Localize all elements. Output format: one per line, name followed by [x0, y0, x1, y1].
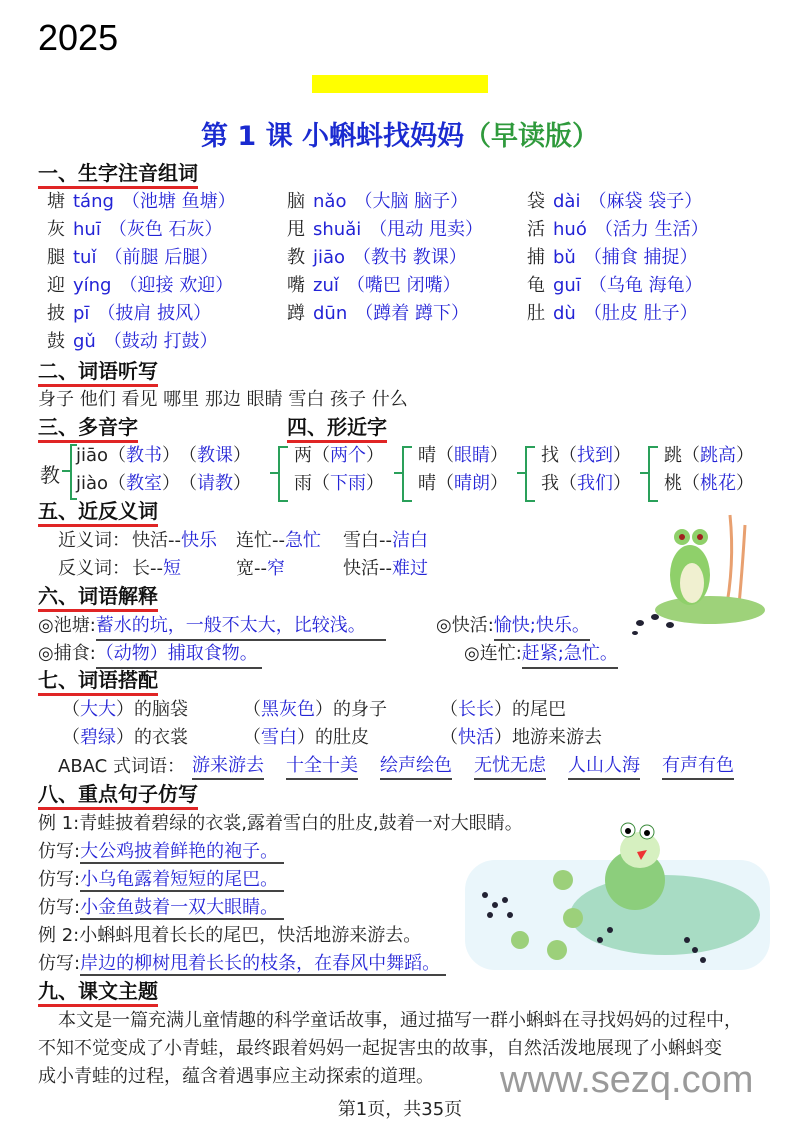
reading-word: 教书	[126, 445, 163, 466]
paren-open: （	[108, 445, 127, 466]
pinyin: yíng	[73, 275, 112, 296]
paren-close: ）	[613, 473, 631, 494]
definition	[38, 641, 262, 669]
paren-close: ）	[116, 727, 134, 748]
paren-open: （	[436, 473, 454, 494]
character-entry	[47, 301, 211, 327]
character: 肚	[527, 303, 545, 324]
pinyin: zuǐ	[313, 275, 339, 296]
definition-term: ◎池塘:	[38, 615, 96, 636]
imitation-sentence: 岸边的柳树甩着长长的枝条，在春风中舞蹈。	[80, 953, 446, 976]
section-heading-3: 三、多音字	[38, 415, 138, 443]
theme-line-1: 本文是一篇充满儿童情趣的科学童话故事，通过描写一群小蝌蚪在寻找妈妈的过程中，	[58, 1010, 742, 1031]
similar-char: 桃	[664, 473, 682, 494]
collocation-word: 长长	[458, 699, 494, 720]
similar-char: 晴	[418, 445, 436, 466]
collocation-word: 雪白	[261, 727, 297, 748]
reading-pinyin: jiāo	[76, 445, 109, 466]
collocation-text: 的肚皮	[315, 727, 369, 748]
collocation-text: 的脑袋	[134, 699, 188, 720]
reading-pinyin: jiào	[76, 473, 109, 494]
similar-word: 我们	[577, 473, 613, 494]
paren-open: （	[243, 699, 261, 720]
definition	[38, 613, 386, 641]
definition-term: ◎快活:	[436, 615, 494, 636]
character-entry	[47, 329, 218, 355]
word: 连忙--	[236, 530, 285, 551]
character-entry	[527, 273, 703, 299]
highlight-bar	[312, 75, 488, 93]
reading-word: 教课	[197, 445, 234, 466]
word-group: （嘴巴 闭嘴）	[346, 275, 461, 296]
paren-open: （	[312, 445, 330, 466]
paren-open: （	[559, 445, 577, 466]
answer-word: 窄	[267, 558, 285, 579]
character-entry	[287, 273, 461, 299]
sentence-line	[38, 812, 523, 836]
word-group: （教书 教课）	[353, 247, 467, 268]
similar-word: 找到	[577, 445, 613, 466]
paren-open: （	[62, 727, 80, 748]
abac-word: 十全十美	[286, 754, 358, 780]
collocation	[440, 725, 602, 751]
character-entry	[527, 217, 709, 243]
paren-close: ）	[736, 445, 754, 466]
example-sentence: 小蝌蚪甩着长长的尾巴，快活地游来游去。	[79, 925, 422, 946]
word-group: （蹲着 蹲下）	[355, 303, 469, 324]
frog-illustration-small	[620, 505, 770, 635]
similar-char: 雨	[294, 473, 312, 494]
word: 宽--	[236, 558, 267, 579]
similar-entry	[541, 443, 631, 469]
bracket	[648, 446, 658, 502]
polyphone-reading	[76, 471, 251, 497]
word-pair	[132, 528, 217, 554]
character-entry	[47, 273, 233, 299]
sentence-lead: 仿写:	[38, 841, 81, 862]
similar-word: 眼睛	[454, 445, 490, 466]
section-heading-1: 一、生字注音组词	[38, 161, 198, 189]
paren-open: （	[440, 699, 458, 720]
pinyin: dù	[553, 303, 576, 324]
imitation-sentence: 大公鸡披着鲜艳的袍子。	[80, 841, 284, 864]
similar-char: 晴	[418, 473, 436, 494]
section-heading-8: 八、重点句子仿写	[38, 782, 198, 810]
word-group: （鼓动 打鼓）	[103, 331, 218, 352]
word-pair	[236, 528, 321, 554]
word: 快活--	[343, 558, 392, 579]
character: 披	[47, 303, 65, 324]
collocation-text: 地游来游去	[512, 727, 602, 748]
paren-close: ）	[315, 699, 333, 720]
collocation-text: 的身子	[333, 699, 387, 720]
pinyin: táng	[73, 191, 114, 212]
character: 嘴	[287, 275, 305, 296]
pinyin: dài	[553, 191, 581, 212]
pinyin: huī	[73, 219, 101, 240]
character: 捕	[527, 247, 545, 268]
similar-char: 找	[541, 445, 559, 466]
paren-close: ）	[613, 445, 631, 466]
word-group: （灰色 石灰）	[108, 219, 223, 240]
paren-close: ）	[162, 473, 181, 494]
answer-word: 难过	[392, 558, 428, 579]
similar-entry	[418, 471, 508, 497]
character-entry	[47, 217, 223, 243]
paren-open: （	[312, 473, 330, 494]
collocation-text: 的尾巴	[512, 699, 566, 720]
collocation-word: 碧绿	[80, 727, 116, 748]
abac-word: 游来游去	[192, 754, 264, 780]
collocation-word: 快活	[458, 727, 494, 748]
collocation	[62, 697, 188, 723]
character: 活	[527, 219, 545, 240]
imitation-sentence: 小乌龟露着短短的尾巴。	[80, 869, 284, 892]
similar-entry	[664, 443, 754, 469]
abac-label: ABAC 式词语：	[58, 756, 185, 777]
similar-word: 下雨	[330, 473, 366, 494]
paren-open: （	[436, 445, 454, 466]
character: 蹲	[287, 303, 305, 324]
character-entry	[287, 217, 483, 243]
paren-close: ）	[162, 445, 181, 466]
word-pair	[132, 556, 181, 582]
paren-close: ）	[297, 727, 315, 748]
word-pair	[236, 556, 285, 582]
character: 龟	[527, 275, 545, 296]
imitation-sentence: 小金鱼鼓着一双大眼睛。	[80, 897, 284, 920]
section-heading-2: 二、词语听写	[38, 359, 158, 387]
character: 脑	[287, 191, 305, 212]
similar-entry	[541, 471, 631, 497]
collocation	[62, 725, 188, 751]
year-label: 2025	[38, 17, 119, 58]
pinyin: shuǎi	[313, 219, 362, 240]
paren-close: ）	[233, 445, 252, 466]
sentence-lead: 例 1:	[38, 813, 80, 834]
answer-word: 短	[163, 558, 181, 579]
collocation-word: 大大	[80, 699, 116, 720]
antonyms-label: 反义词：	[58, 558, 130, 579]
abac-word: 无忧无虑	[474, 754, 546, 780]
pinyin: pī	[73, 303, 90, 324]
sentence-line	[38, 896, 284, 920]
paren-close: ）	[366, 473, 384, 494]
sentence-lead: 仿写:	[38, 869, 81, 890]
definition-text: （动物）捕取食物。	[96, 641, 262, 669]
word-group: （前腿 后腿）	[104, 247, 219, 268]
sentence-line	[38, 868, 284, 892]
definition	[436, 613, 590, 641]
bracket	[278, 446, 288, 502]
pinyin: dūn	[313, 303, 348, 324]
character-entry	[527, 301, 698, 327]
word: 快活--	[132, 530, 181, 551]
sentence-lead: 仿写:	[38, 953, 81, 974]
word-group: （捕食 捕捉）	[583, 247, 698, 268]
synonyms-label: 近义词：	[58, 530, 130, 551]
abac-word: 绘声绘色	[380, 754, 452, 780]
character: 迎	[47, 275, 65, 296]
pinyin: gǔ	[73, 331, 96, 352]
sentence-line	[38, 952, 446, 976]
theme-line-2: 不知不觉变成了小青蛙，最终跟着妈妈一起捉害虫的故事，自然活泼地展现了小蝌蚪变	[38, 1038, 722, 1059]
similar-word: 跳高	[700, 445, 736, 466]
title-edition: （早读版）	[464, 121, 599, 152]
abac-word: 有声有色	[662, 754, 734, 780]
similar-entry	[664, 471, 754, 497]
theme-line-3: 成小青蛙的过程，蕴含着遇事应主动探索的道理。	[38, 1066, 434, 1087]
definition-text: 蓄水的坑，一般不太大，比较浅。	[96, 613, 386, 641]
character: 腿	[47, 247, 65, 268]
similar-char: 我	[541, 473, 559, 494]
page-title	[0, 120, 800, 154]
definition-text: 赶紧;急忙。	[522, 641, 618, 669]
abac-word: 人山人海	[568, 754, 640, 780]
paren-open: （	[440, 727, 458, 748]
watermark: www.sezq.com	[500, 1059, 754, 1101]
paren-open: （	[682, 445, 700, 466]
pinyin: nǎo	[313, 191, 347, 212]
definition-text: 愉快;快乐。	[494, 613, 590, 641]
similar-entry	[418, 443, 508, 469]
character-entry	[287, 189, 468, 215]
answer-word: 洁白	[392, 530, 428, 551]
definition-term: ◎连忙:	[464, 643, 522, 664]
pinyin: jiāo	[313, 247, 346, 268]
paren-close: ）	[490, 473, 508, 494]
word-group: （迎接 欢迎）	[119, 275, 234, 296]
paren-close: ）	[736, 473, 754, 494]
paren-close: ）	[116, 699, 134, 720]
polyphone-reading	[76, 443, 251, 469]
definition-term: ◎捕食:	[38, 643, 96, 664]
word-pair	[343, 556, 428, 582]
character-entry	[527, 245, 698, 271]
paren-open: （	[559, 473, 577, 494]
definition	[464, 641, 618, 669]
word-group: （甩动 甩卖）	[369, 219, 483, 240]
frog-lilypad-illustration	[465, 820, 770, 980]
title-main: 第 1 课 小蝌蚪找妈妈	[201, 121, 464, 152]
similar-entry	[294, 471, 384, 497]
paren-close: ）	[366, 445, 384, 466]
paren-close: ）	[494, 727, 512, 748]
character-entry	[47, 189, 236, 215]
word-group: （活力 生活）	[594, 219, 709, 240]
character-entry	[287, 301, 469, 327]
paren-open: （	[108, 473, 127, 494]
dictation-words: 身子 他们 看见 哪里 那边 眼睛 雪白 孩子 什么	[38, 389, 408, 410]
character: 甩	[287, 219, 305, 240]
page-footer: 第1页，共35页	[337, 1099, 463, 1120]
section-heading-6: 六、词语解释	[38, 584, 158, 612]
answer-word: 快乐	[181, 530, 217, 551]
collocation	[440, 697, 566, 723]
word: 长--	[132, 558, 163, 579]
section-heading-5: 五、近反义词	[38, 499, 158, 527]
pinyin: huó	[553, 219, 587, 240]
paren-open: （	[62, 699, 80, 720]
example-sentence: 青蛙披着碧绿的衣裳,露着雪白的肚皮,鼓着一对大眼睛。	[79, 813, 523, 834]
paren-open: （	[243, 727, 261, 748]
collocation	[243, 697, 387, 723]
pinyin: guī	[553, 275, 581, 296]
character: 鼓	[47, 331, 65, 352]
paren-close: ）	[233, 473, 252, 494]
reading-word: 请教	[197, 473, 234, 494]
similar-word: 桃花	[700, 473, 736, 494]
character: 塘	[47, 191, 65, 212]
bracket	[525, 446, 535, 502]
similar-char: 两	[294, 445, 312, 466]
collocation	[243, 725, 369, 751]
word-group: （乌龟 海龟）	[588, 275, 703, 296]
word-group: （池塘 鱼塘）	[121, 191, 236, 212]
word-group: （麻袋 袋子）	[588, 191, 703, 212]
section-heading-7: 七、词语搭配	[38, 668, 158, 696]
sentence-line	[38, 924, 421, 948]
sentence-lead: 例 2:	[38, 925, 80, 946]
similar-char: 跳	[664, 445, 682, 466]
polyphone-char: 教	[40, 463, 60, 487]
collocation-text: 的衣裳	[134, 727, 188, 748]
answer-word: 急忙	[285, 530, 321, 551]
paren-open: （	[682, 473, 700, 494]
sentence-line	[38, 840, 284, 864]
character: 灰	[47, 219, 65, 240]
bracket	[402, 446, 412, 502]
character: 教	[287, 247, 305, 268]
character-entry	[287, 245, 467, 271]
reading-word: 教室	[126, 473, 163, 494]
similar-word: 两个	[330, 445, 366, 466]
word-group: （大脑 脑子）	[354, 191, 469, 212]
similar-word: 晴朗	[454, 473, 490, 494]
section-heading-9: 九、课文主题	[38, 979, 158, 1007]
character-entry	[47, 245, 218, 271]
section-heading-4: 四、形近字	[287, 415, 387, 443]
paren-close: ）	[494, 699, 512, 720]
pinyin: tuǐ	[73, 247, 97, 268]
collocation-word: 黑灰色	[261, 699, 315, 720]
character-entry	[527, 189, 702, 215]
word-group: （披肩 披风）	[97, 303, 212, 324]
pinyin: bǔ	[553, 247, 576, 268]
paren-close: ）	[490, 445, 508, 466]
character: 袋	[527, 191, 545, 212]
similar-entry	[294, 443, 384, 469]
word-pair	[343, 528, 428, 554]
word-group: （肚皮 肚子）	[583, 303, 698, 324]
paren-open: （	[188, 473, 198, 494]
paren-open: （	[188, 445, 198, 466]
sentence-lead: 仿写:	[38, 897, 81, 918]
word: 雪白--	[343, 530, 392, 551]
